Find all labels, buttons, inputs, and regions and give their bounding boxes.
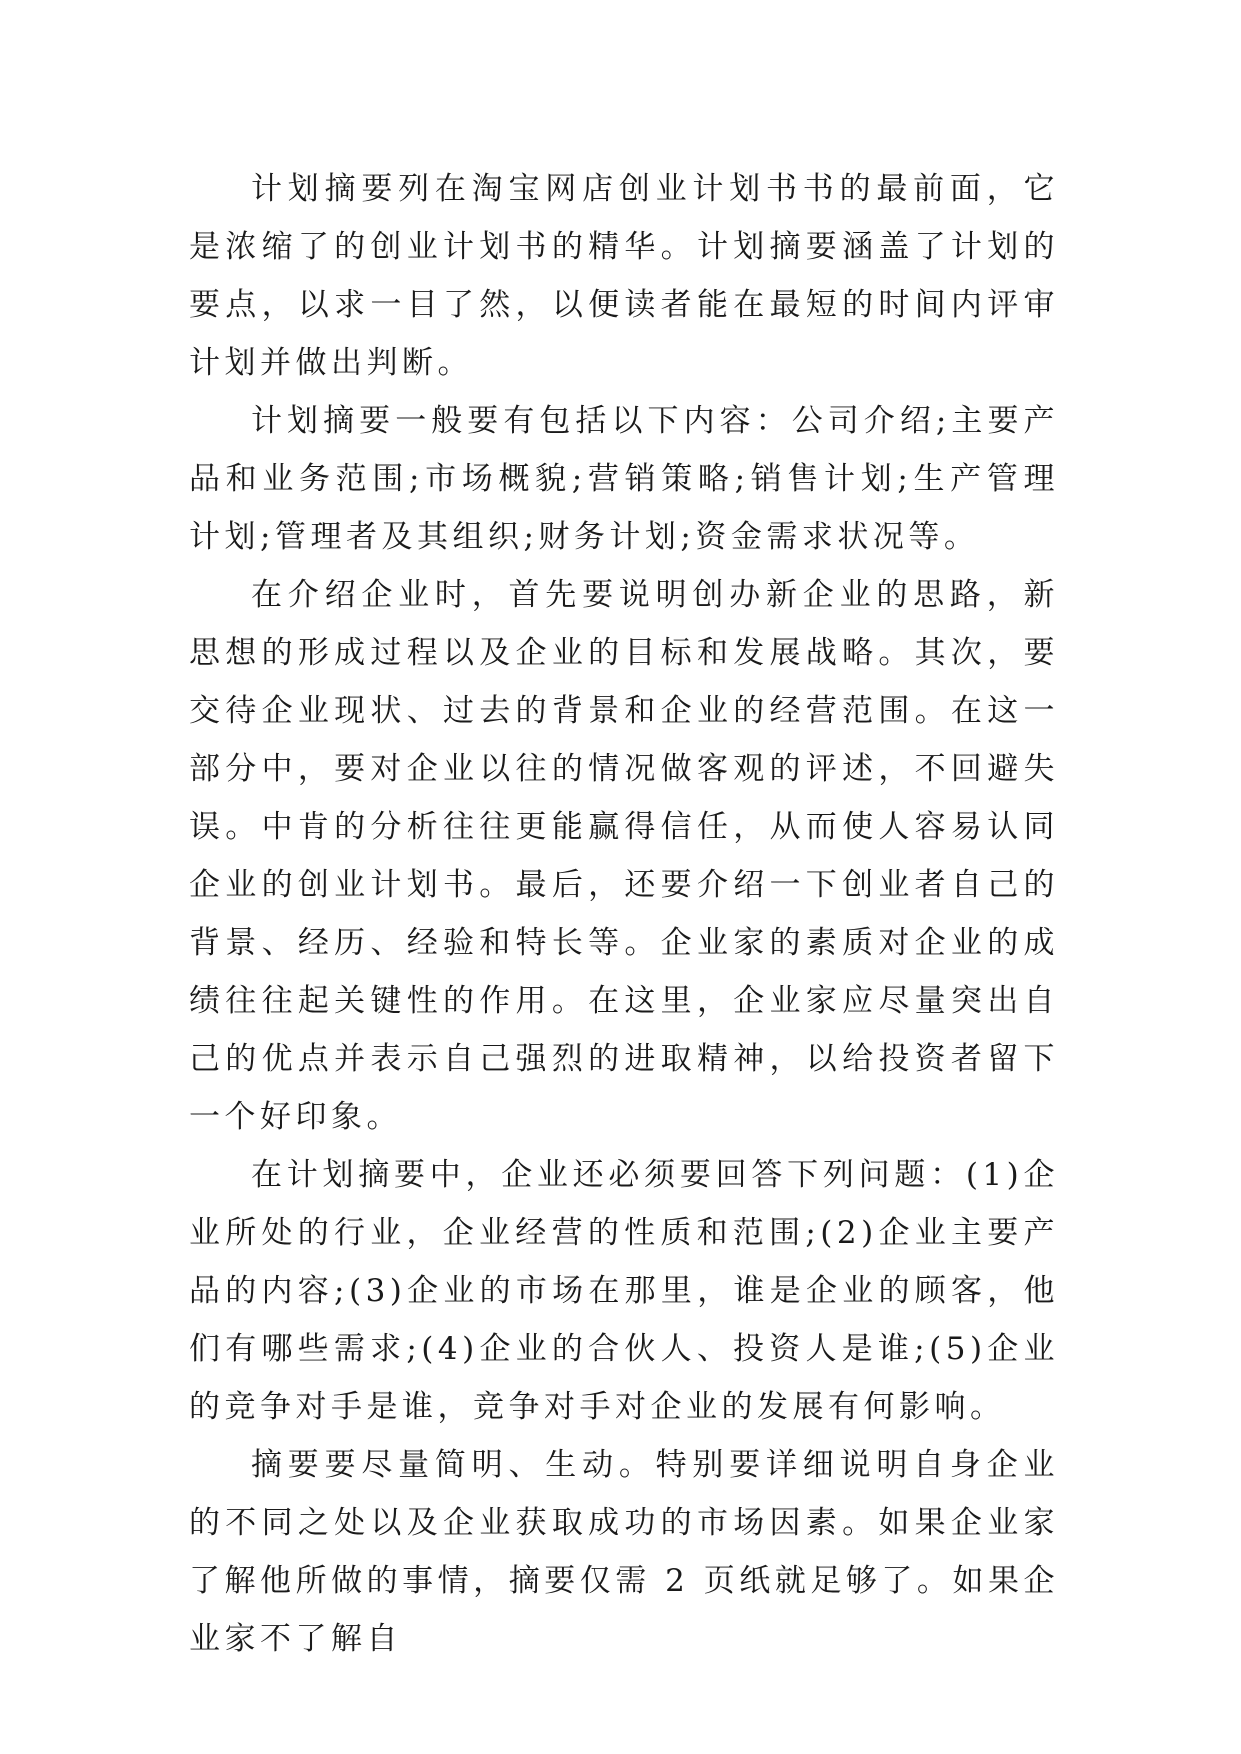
document-body bbox=[189, 160, 1059, 1668]
paragraph-plan-summary-intro: 计划摘要列在淘宝网店创业计划书书的最前面，它是浓缩了的创业计划书的精华。计划摘要涵盖了计划的要点，以求一目了然，以便读者能在最短的时间内评审计划并做出判断。 bbox=[189, 171, 1059, 381]
paragraph-summary-style: 摘要要尽量简明、生动。特别要详细说明自身企业的不同之处以及企业获取成功的市场因素。如果企业家了解他所做的事情，摘要仅需 2 页纸就足够了。如果企业家不了解自 bbox=[189, 1447, 1059, 1657]
paragraph-key-questions: 在计划摘要中，企业还必须要回答下列问题：(1)企业所处的行业，企业经营的性质和范围;(2)企业主要产品的内容;(3)企业的市场在那里，谁是企业的顾客，他们有哪些需求;(4)企业的合伙人、投资人是谁;(5)企业的竞争对手是谁，竞争对手对企业的发展有何影响。 bbox=[189, 1157, 1059, 1425]
paragraph-company-introduction: 在介绍企业时，首先要说明创办新企业的思路，新思想的形成过程以及企业的目标和发展战略。其次，要交待企业现状、过去的背景和企业的经营范围。在这一部分中，要对企业以往的情况做客观的评述，不回避失误。中肯的分析往往更能赢得信任，从而使人容易认同企业的创业计划书。最后，还要介绍一下创业者自己的背景、经历、经验和特长等。企业家的素质对企业的成绩往往起关键性的作用。在这里，企业家应尽量突出自己的优点并表示自己强烈的进取精神，以给投资者留下一个好印象。 bbox=[189, 577, 1059, 1135]
paragraph-summary-contents: 计划摘要一般要有包括以下内容：公司介绍;主要产品和业务范围;市场概貌;营销策略;销售计划;生产管理计划;管理者及其组织;财务计划;资金需求状况等。 bbox=[189, 403, 1059, 555]
